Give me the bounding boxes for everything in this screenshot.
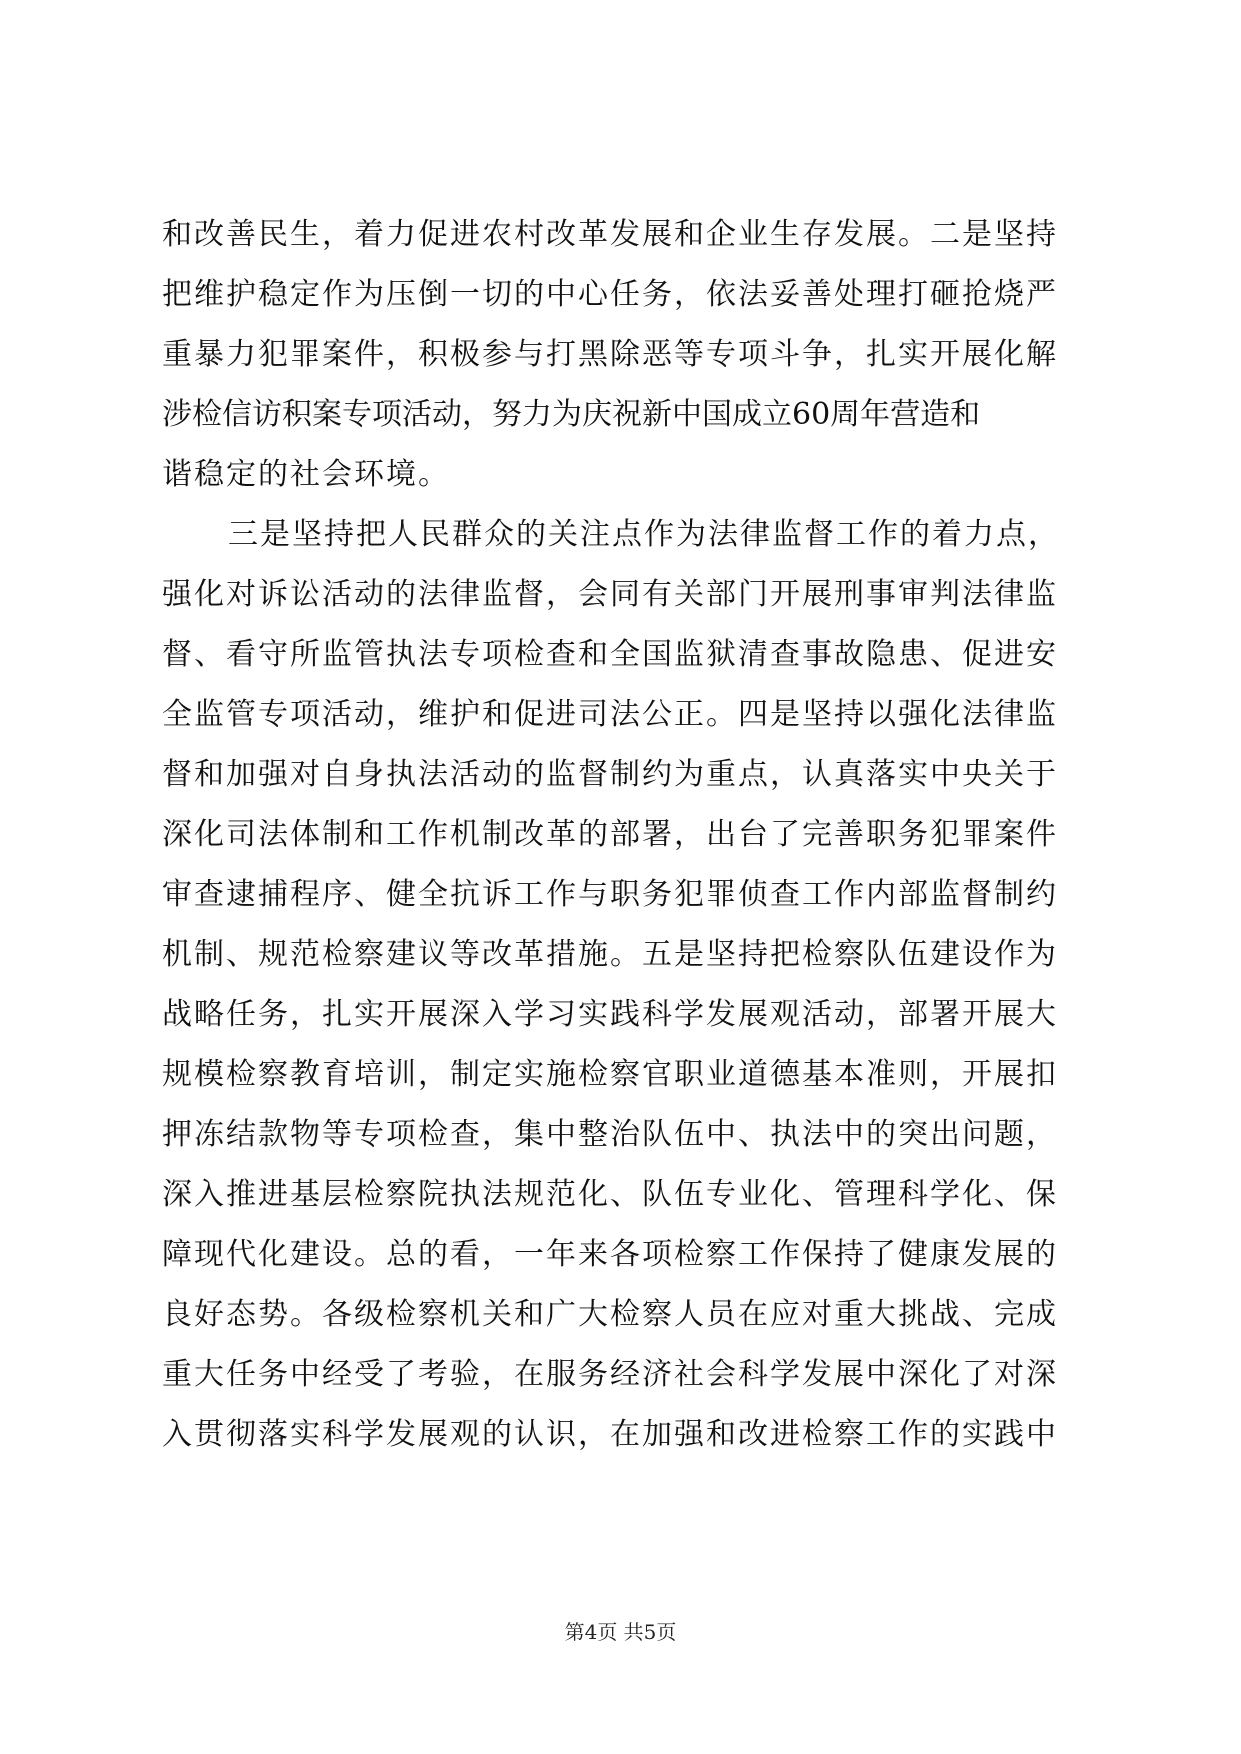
- text-line: 重大任务中经受了考验，在服务经济社会科学发展中深化了对深: [162, 1357, 1058, 1392]
- text-line: 把维护稳定作为压倒一切的中心任务，依法妥善处理打砸抢烧严: [162, 277, 1058, 312]
- page-footer: [0, 1618, 1241, 1646]
- text-line: 和改善民生，着力促进农村改革发展和企业生存发展。二是坚持: [162, 217, 1058, 252]
- text-line: 深化司法体制和工作机制改革的部署，出台了完善职务犯罪案件: [162, 817, 1058, 852]
- text-line: 涉检信访积案专项活动，努力为庆祝新中国成立60周年营造和: [162, 397, 981, 432]
- text-line: 入贯彻落实科学发展观的认识，在加强和改进检察工作的实践中: [162, 1417, 1058, 1452]
- text-line: 机制、规范检察建议等改革措施。五是坚持把检察队伍建设作为: [162, 937, 1058, 972]
- text-line: 谐稳定的社会环境。: [162, 457, 450, 492]
- text-line: 督、看守所监管执法专项检查和全国监狱清查事故隐患、促进安: [162, 637, 1058, 672]
- text-line: 重暴力犯罪案件，积极参与打黑除恶等专项斗争，扎实开展化解: [162, 337, 1058, 372]
- document-body: [162, 205, 1092, 1465]
- paragraph-1: [162, 205, 1092, 505]
- text-line: 良好态势。各级检察机关和广大检察人员在应对重大挑战、完成: [162, 1297, 1058, 1332]
- text-line: 强化对诉讼活动的法律监督，会同有关部门开展刑事审判法律监: [162, 577, 1058, 612]
- text-line: 深入推进基层检察院执法规范化、队伍专业化、管理科学化、保: [162, 1177, 1058, 1212]
- text-line: 督和加强对自身执法活动的监督制约为重点，认真落实中央关于: [162, 757, 1058, 792]
- paragraph-2: [162, 505, 1092, 1465]
- text-line: 三是坚持把人民群众的关注点作为法律监督工作的着力点，: [228, 517, 1060, 552]
- page-number-label: 第4页 共5页: [564, 1620, 677, 1644]
- text-line: 审查逮捕程序、健全抗诉工作与职务犯罪侦查工作内部监督制约: [162, 877, 1058, 912]
- text-line: 全监管专项活动，维护和促进司法公正。四是坚持以强化法律监: [162, 697, 1058, 732]
- text-line: 战略任务，扎实开展深入学习实践科学发展观活动，部署开展大: [162, 997, 1058, 1032]
- text-line: 规模检察教育培训，制定实施检察官职业道德基本准则，开展扣: [162, 1057, 1058, 1092]
- text-line: 押冻结款物等专项检查，集中整治队伍中、执法中的突出问题，: [162, 1117, 1058, 1152]
- text-line: 障现代化建设。总的看，一年来各项检察工作保持了健康发展的: [162, 1237, 1058, 1272]
